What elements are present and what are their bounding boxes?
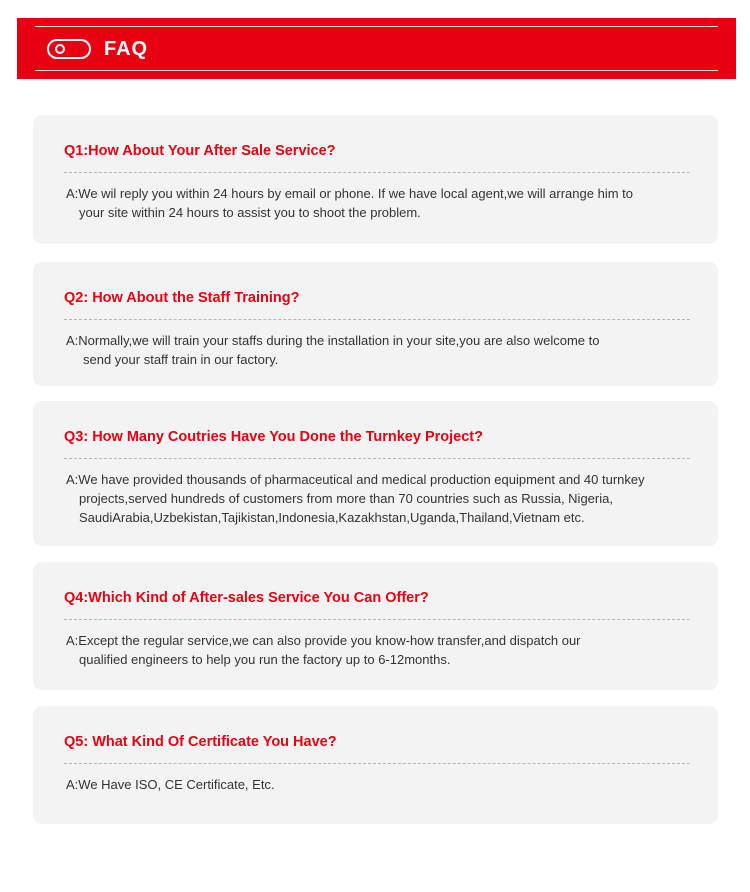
page-title: FAQ — [104, 38, 149, 60]
answer-line: A:Except the regular service,we can also provide you know-how transfer,and dispatch our — [66, 633, 581, 648]
faq-question-2: Q2: How About the Staff Training? — [64, 290, 300, 306]
faq-divider — [64, 172, 690, 173]
faq-answer-2 — [66, 331, 688, 369]
toggle-icon — [47, 39, 91, 59]
toggle-knob — [55, 44, 65, 54]
answer-line: A:We wil reply you within 24 hours by email or phone. If we have local agent,we will arrange him to — [66, 186, 633, 201]
faq-question-3: Q3: How Many Coutries Have You Done the Turnkey Project? — [64, 429, 483, 445]
faq-divider — [64, 763, 690, 764]
faq-question-4: Q4:Which Kind of After-sales Service You Can Offer? — [64, 590, 429, 606]
answer-line: SaudiArabia,Uzbekistan,Tajikistan,Indonesia,Kazakhstan,Uganda,Thailand,Vietnam etc. — [79, 510, 585, 525]
faq-question-1: Q1:How About Your After Sale Service? — [64, 143, 336, 159]
faq-divider — [64, 319, 690, 320]
answer-line: projects,served hundreds of customers from more than 70 countries such as Russia, Nigeria, — [79, 491, 613, 506]
header-bottom-rule — [35, 70, 718, 71]
faq-answer-5 — [66, 775, 688, 794]
answer-line: A:We Have ISO, CE Certificate, Etc. — [66, 777, 275, 792]
answer-line: qualified engineers to help you run the factory up to 6-12months. — [79, 652, 451, 667]
faq-item-2 — [33, 262, 718, 386]
header-top-rule — [35, 26, 718, 27]
faq-answer-3 — [66, 470, 688, 527]
faq-question-5: Q5: What Kind Of Certificate You Have? — [64, 734, 337, 750]
faq-divider — [64, 458, 690, 459]
answer-line: A:Normally,we will train your staffs during the installation in your site,you are also welcome to — [66, 333, 600, 348]
answer-line: your site within 24 hours to assist you to shoot the problem. — [79, 205, 421, 220]
faq-answer-4 — [66, 631, 688, 669]
answer-line: send your staff train in our factory. — [83, 352, 279, 367]
faq-item-1 — [33, 115, 718, 244]
answer-line: A:We have provided thousands of pharmaceutical and medical production equipment and 40 turnkey — [66, 472, 645, 487]
faq-item-3 — [33, 401, 718, 546]
faq-item-5 — [33, 706, 718, 824]
faq-divider — [64, 619, 690, 620]
faq-header-banner — [17, 18, 736, 79]
faq-answer-1 — [66, 184, 688, 222]
faq-item-4 — [33, 562, 718, 690]
